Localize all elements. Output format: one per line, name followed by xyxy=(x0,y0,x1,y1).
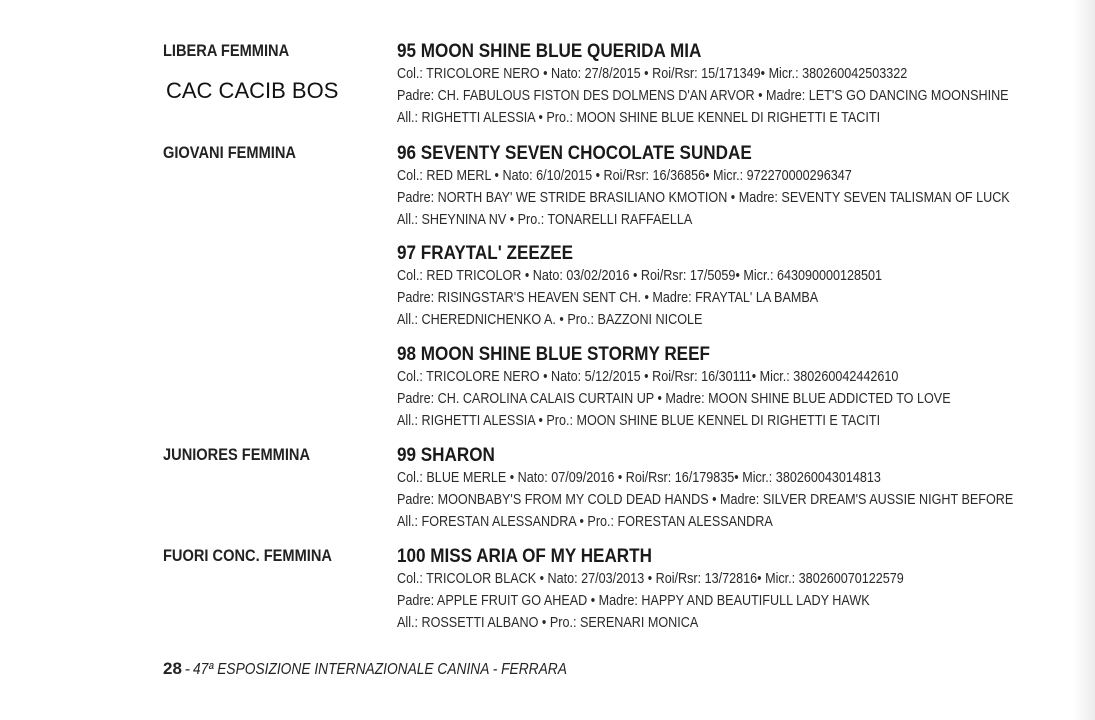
dog-parents: Padre: CH. FABULOUS FISTON DES DOLMENS D'AN ARVOR • Madre: LET'S GO DANCING MOONSHINE xyxy=(397,87,1009,104)
dog-breeder-owner: All.: RIGHETTI ALESSIA • Pro.: MOON SHINE BLUE KENNEL DI RIGHETTI E TACITI xyxy=(397,412,881,429)
dog-breeder-owner: All.: RIGHETTI ALESSIA • Pro.: MOON SHINE BLUE KENNEL DI RIGHETTI E TACITI xyxy=(397,109,881,126)
dog-block xyxy=(397,445,1095,533)
dog-breeder-owner: All.: ROSSETTI ALBANO • Pro.: SERENARI MONICA xyxy=(397,614,699,631)
dog-color-info: Col.: TRICOLOR BLACK • Nato: 27/03/2013 • Roi/Rsr: 13/72816• Micr.: 380260070122579 xyxy=(397,570,904,587)
dog-color-info: Col.: RED TRICOLOR • Nato: 03/02/2016 • Roi/Rsr: 17/5059• Micr.: 643090000128501 xyxy=(397,267,883,284)
dog-breeder-owner: All.: FORESTAN ALESSANDRA • Pro.: FORESTAN ALESSANDRA xyxy=(397,513,773,530)
dog-color-info: Col.: BLUE MERLE • Nato: 07/09/2016 • Roi/Rsr: 16/179835• Micr.: 380260043014813 xyxy=(397,469,881,486)
dog-title: 98 MOON SHINE BLUE STORMY REEF xyxy=(397,344,710,365)
dog-parents: Padre: NORTH BAY' WE STRIDE BRASILIANO KMOTION • Madre: SEVENTY SEVEN TALISMAN OF LUCK xyxy=(397,189,1010,206)
footer-title: 47ª ESPOSIZIONE INTERNAZIONALE CANINA - FERRARA xyxy=(193,661,568,678)
dog-block xyxy=(397,344,1095,432)
class-label-giovani-femmina: GIOVANI FEMMINA xyxy=(163,143,296,162)
dog-parents: Padre: RISINGSTAR'S HEAVEN SENT CH. • Madre: FRAYTAL' LA BAMBA xyxy=(397,289,819,306)
dog-block xyxy=(397,41,1095,129)
dog-breeder-owner: All.: CHEREDNICHENKO A. • Pro.: BAZZONI NICOLE xyxy=(397,311,703,328)
dog-parents: Padre: MOONBABY'S FROM MY COLD DEAD HANDS • Madre: SILVER DREAM'S AUSSIE NIGHT BEFORE xyxy=(397,491,1014,508)
page-footer xyxy=(163,659,628,679)
dog-parents: Padre: CH. CAROLINA CALAIS CURTAIN UP • Madre: MOON SHINE BLUE ADDICTED TO LOVE xyxy=(397,390,951,407)
dog-title: 95 MOON SHINE BLUE QUERIDA MIA xyxy=(397,41,702,62)
dog-title: 97 FRAYTAL' ZEEZEE xyxy=(397,243,574,264)
page-number: 28 xyxy=(163,659,182,678)
dog-color-info: Col.: RED MERL • Nato: 6/10/2015 • Roi/Rsr: 16/36856• Micr.: 972270000296347 xyxy=(397,167,852,184)
dog-color-info: Col.: TRICOLORE NERO • Nato: 27/8/2015 • Roi/Rsr: 15/171349• Micr.: 380260042503322 xyxy=(397,65,908,82)
class-label-libera-femmina: LIBERA FEMMINA xyxy=(163,41,290,60)
dog-color-info: Col.: TRICOLORE NERO • Nato: 5/12/2015 • Roi/Rsr: 16/30111• Micr.: 380260042442610 xyxy=(397,368,899,385)
dog-parents: Padre: APPLE FRUIT GO AHEAD • Madre: HAPPY AND BEAUTIFULL LADY HAWK xyxy=(397,592,870,609)
class-label-fuori-conc-femmina: FUORI CONC. FEMMINA xyxy=(163,546,332,565)
dog-block xyxy=(397,546,1095,634)
dog-title: 100 MISS ARIA OF MY HEARTH xyxy=(397,546,652,567)
dog-block xyxy=(397,143,1095,231)
footer-separator: - xyxy=(184,661,191,678)
dog-title: 99 SHARON xyxy=(397,445,495,466)
dog-block xyxy=(397,243,1095,331)
award-annotation: CAC CACIB BOS xyxy=(166,78,339,103)
dog-title: 96 SEVENTY SEVEN CHOCOLATE SUNDAE xyxy=(397,143,752,164)
class-label-juniores-femmina: JUNIORES FEMMINA xyxy=(163,445,311,464)
dog-breeder-owner: All.: SHEYNINA NV • Pro.: TONARELLI RAFFAELLA xyxy=(397,211,693,228)
